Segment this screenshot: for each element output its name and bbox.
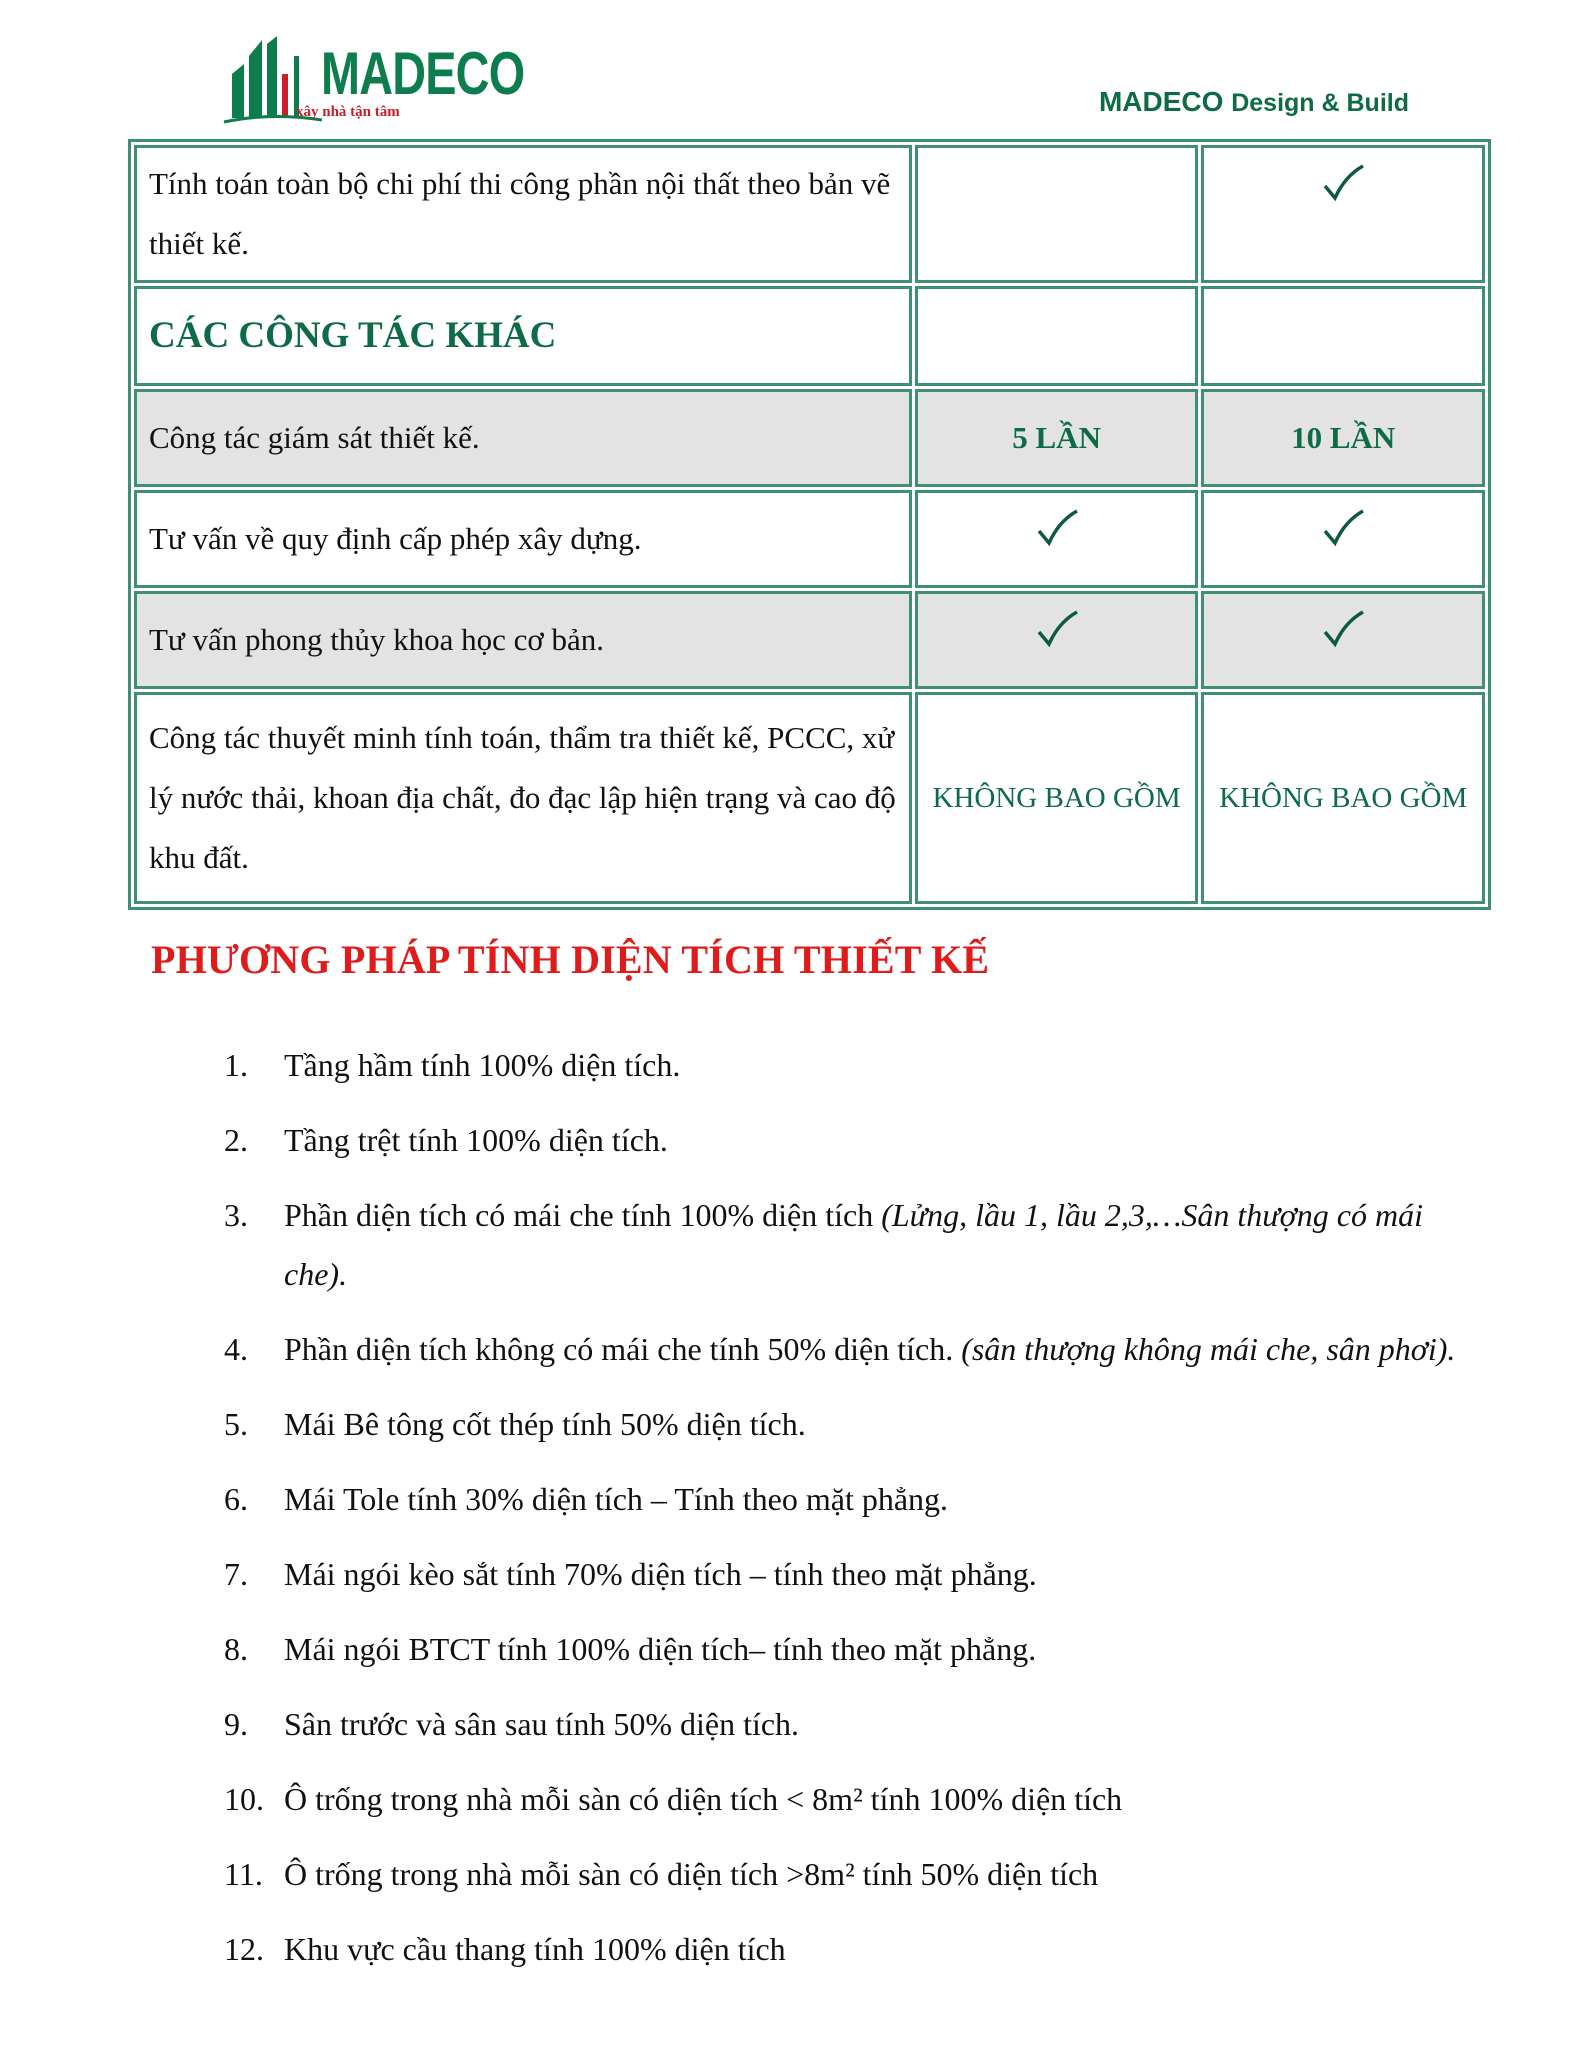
list-text: Mái Bê tông cốt thép tính 50% diện tích. xyxy=(284,1406,806,1442)
list-text: Tầng hầm tính 100% diện tích. xyxy=(284,1047,681,1083)
area-calculation-list xyxy=(224,1036,1476,1995)
row-label: Tính toán toàn bộ chi phí thi công phần nội thất theo bản vẽ thiết kế. xyxy=(134,145,912,283)
list-item xyxy=(224,1845,1476,1904)
list-number: 2. xyxy=(224,1122,248,1158)
list-number: 5. xyxy=(224,1406,248,1442)
list-text: Mái ngói BTCT tính 100% diện tích– tính theo mặt phẳng. xyxy=(284,1631,1037,1667)
brand-main: MADECO xyxy=(1098,86,1224,117)
row-cell-full xyxy=(1201,692,1485,904)
row-cell-full xyxy=(1201,286,1485,386)
supervision-count: 5 LẦN xyxy=(1012,420,1101,455)
list-number: 6. xyxy=(224,1481,248,1517)
row-cell-basic xyxy=(915,389,1199,487)
header-brand xyxy=(1099,86,1409,118)
logo-tagline: xây nhà tận tâm xyxy=(296,104,400,120)
list-item xyxy=(224,1695,1476,1754)
company-logo xyxy=(222,34,525,126)
list-item xyxy=(224,1470,1476,1529)
list-text: Mái ngói kèo sắt tính 70% diện tích – tính theo mặt phẳng. xyxy=(284,1556,1037,1592)
list-note: (sân thượng không mái che, sân phơi). xyxy=(961,1331,1456,1367)
list-item xyxy=(224,1770,1476,1829)
list-item xyxy=(224,1920,1476,1979)
list-item xyxy=(224,1186,1476,1304)
list-number: 11. xyxy=(224,1856,263,1892)
row-cell-full xyxy=(1201,389,1485,487)
row-label: Tư vấn phong thủy khoa học cơ bản. xyxy=(134,591,912,689)
list-text: Khu vực cầu thang tính 100% diện tích xyxy=(284,1931,786,1967)
list-number: 12. xyxy=(224,1931,264,1967)
list-item xyxy=(224,1111,1476,1170)
brand-sub: Design & Build xyxy=(1231,89,1409,117)
row-cell-full xyxy=(1201,145,1485,283)
row-cell-basic xyxy=(915,591,1199,689)
checkmark-icon xyxy=(1035,507,1079,551)
list-text: Phần diện tích có mái che tính 100% diện tích xyxy=(284,1197,882,1233)
list-number: 7. xyxy=(224,1556,248,1592)
not-included-label: KHÔNG BAO GỒM xyxy=(1219,781,1468,814)
list-text: Phần diện tích không có mái che tính 50% diện tích. xyxy=(284,1331,962,1367)
list-number: 10. xyxy=(224,1781,264,1817)
list-text: Ô trống trong nhà mỗi sàn có diện tích >8m² tính 50% diện tích xyxy=(284,1856,1099,1892)
list-text: Tầng trệt tính 100% diện tích. xyxy=(284,1122,668,1158)
checkmark-icon xyxy=(1321,608,1365,652)
services-table xyxy=(128,139,1491,910)
section-title: CÁC CÔNG TÁC KHÁC xyxy=(134,286,912,386)
list-item xyxy=(224,1320,1476,1379)
row-cell-basic xyxy=(915,286,1199,386)
list-text: Mái Tole tính 30% diện tích – Tính theo mặt phẳng. xyxy=(284,1481,949,1517)
checkmark-icon xyxy=(1035,608,1079,652)
logo-wordmark: MADECO xyxy=(321,40,525,107)
list-item xyxy=(224,1395,1476,1454)
list-number: 9. xyxy=(224,1706,248,1742)
table-row xyxy=(134,286,1485,386)
row-cell-full xyxy=(1201,490,1485,588)
list-number: 3. xyxy=(224,1197,248,1233)
not-included-label: KHÔNG BAO GỒM xyxy=(932,781,1181,814)
row-label: Công tác thuyết minh tính toán, thẩm tra thiết kế, PCCC, xử lý nước thải, khoan địa chất, đo đạc lập hiện trạng và cao độ khu đất. xyxy=(134,692,912,904)
list-note: (Lửng, lầu 1, lầu 2,3,…Sân thượng có mái che). xyxy=(284,1197,1423,1292)
list-number: 8. xyxy=(224,1631,248,1667)
list-text: Ô trống trong nhà mỗi sàn có diện tích < 8m² tính 100% diện tích xyxy=(284,1781,1123,1817)
list-item xyxy=(224,1620,1476,1679)
checkmark-icon xyxy=(1321,507,1365,551)
row-cell-basic xyxy=(915,490,1199,588)
list-number: 4. xyxy=(224,1331,248,1367)
section-heading: PHƯƠNG PHÁP TÍNH DIỆN TÍCH THIẾT KẾ xyxy=(151,937,990,982)
row-cell-basic xyxy=(915,692,1199,904)
supervision-count: 10 LẦN xyxy=(1291,420,1396,455)
table-row xyxy=(134,591,1485,689)
table-row xyxy=(134,145,1485,283)
table-row xyxy=(134,692,1485,904)
list-item xyxy=(224,1545,1476,1604)
table-row xyxy=(134,389,1485,487)
table-row xyxy=(134,490,1485,588)
row-cell-basic xyxy=(915,145,1199,283)
row-label: Công tác giám sát thiết kế. xyxy=(134,389,912,487)
row-cell-full xyxy=(1201,591,1485,689)
list-text: Sân trước và sân sau tính 50% diện tích. xyxy=(284,1706,800,1742)
row-label: Tư vấn về quy định cấp phép xây dựng. xyxy=(134,490,912,588)
list-item xyxy=(224,1036,1476,1095)
list-number: 1. xyxy=(224,1047,248,1083)
checkmark-icon xyxy=(1321,162,1365,206)
